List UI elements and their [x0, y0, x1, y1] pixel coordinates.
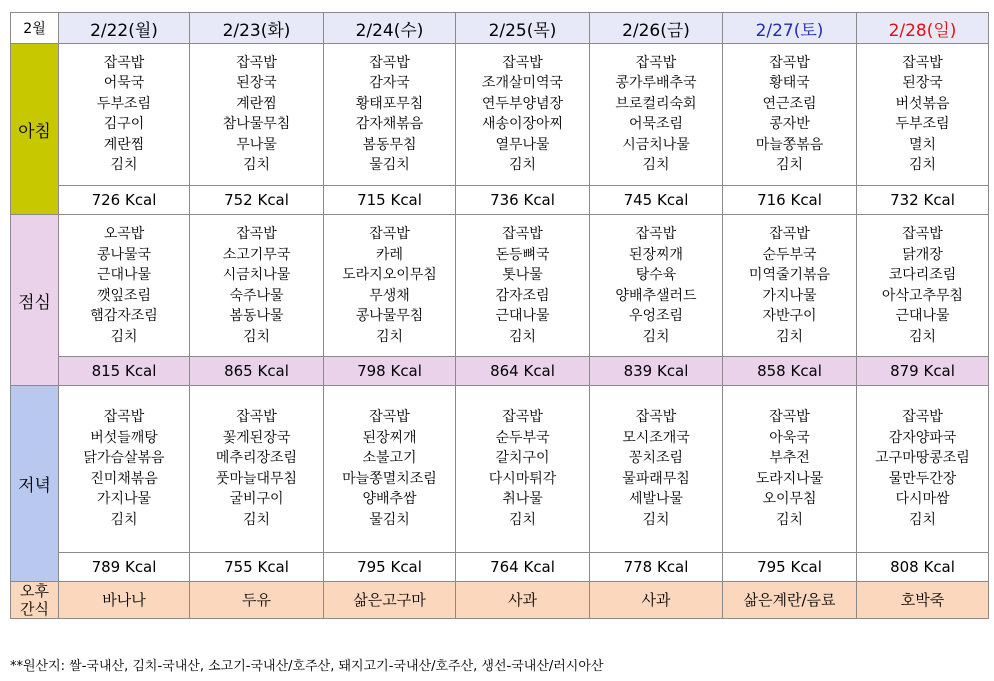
breakfast-kcal-cell: 736 Kcal: [456, 185, 590, 214]
day-header: 2/24(수): [324, 13, 456, 44]
menu-item: 김치: [775, 328, 804, 345]
breakfast-label: 아침: [11, 44, 59, 215]
snack-cell: 삶은고구마: [324, 581, 456, 618]
breakfast-menu-cell: [59, 44, 190, 186]
menu-item: 무나물: [236, 136, 277, 153]
menu-item: 근대나물: [495, 308, 550, 325]
menu-item: 가지나물: [96, 491, 152, 508]
menu-item: 잡곡밥: [635, 226, 677, 243]
menu-item: 닭가슴살볶음: [83, 450, 165, 467]
origin-note: **원산지: 쌀-국내산, 김치-국내산, 소고기-국내산/호주산, 돼지고기-국내산/호주산, 생선-국내산/러시아산: [10, 659, 604, 674]
menu-item: 잡곡밥: [369, 54, 410, 71]
menu-item: 시금치나물: [622, 136, 690, 153]
dinner-label: 저녁: [11, 386, 59, 581]
menu-item: 미역줄기볶음: [748, 267, 831, 284]
menu-item: 감자양파국: [888, 429, 957, 446]
lunch-menu-cell: [590, 215, 723, 357]
menu-item: 물만두간장: [888, 470, 957, 487]
menu-item: 톳나물: [502, 267, 543, 284]
menu-item: 어묵조림: [628, 116, 684, 133]
snack-cell: 두유: [190, 581, 324, 618]
menu-item: 근대나물: [895, 308, 950, 325]
menu-item: 계란찜: [103, 136, 145, 153]
dinner-menu-cell: [324, 386, 456, 552]
menu-item: 카레: [375, 246, 404, 263]
menu-item: 잡곡밥: [369, 226, 410, 243]
day-header: 2/27(토): [723, 13, 857, 44]
menu-item: 김치: [242, 511, 271, 528]
dinner-menu-cell: [456, 386, 590, 552]
menu-item: 탕수육: [635, 267, 677, 284]
lunch-kcal-cell: 864 Kcal: [456, 357, 590, 386]
menu-item: 조개살미역국: [481, 75, 564, 92]
menu-item: 감자국: [369, 75, 410, 92]
menu-item: 잡곡밥: [236, 226, 277, 243]
dinner-menu-row: [11, 386, 989, 552]
menu-item: 우엉조림: [628, 308, 684, 325]
menu-item: 깻잎조림: [96, 287, 152, 304]
menu-item: 잡곡밥: [502, 226, 543, 243]
breakfast-kcal-cell: 745 Kcal: [590, 185, 723, 214]
snack-cell: 사과: [590, 581, 723, 618]
menu-item: 두부조림: [96, 95, 152, 112]
menu-item: 순두부국: [495, 429, 550, 446]
breakfast-kcal-row: [11, 185, 989, 214]
menu-item: 된장국: [236, 75, 277, 92]
header-row: [11, 13, 989, 44]
day-header: 2/23(화): [190, 13, 324, 44]
menu-item: 다시마튀각: [488, 470, 557, 487]
breakfast-kcal-cell: 732 Kcal: [857, 185, 989, 214]
lunch-menu-cell: [723, 215, 857, 357]
menu-item: 햄감자조림: [90, 308, 158, 325]
menu-item: 열무나물: [495, 136, 550, 153]
menu-item: 코다리조림: [888, 267, 957, 284]
menu-item: 돈등뼈국: [495, 246, 550, 263]
menu-item: 부추전: [769, 450, 810, 467]
menu-item: 잡곡밥: [369, 409, 410, 426]
menu-item: 꽁치조림: [628, 450, 684, 467]
menu-item: 연두부양념장: [481, 95, 564, 112]
menu-item: 두부조림: [895, 116, 950, 133]
lunch-menu-cell: [324, 215, 456, 357]
menu-item: 김치: [642, 157, 670, 174]
menu-item: 숙주나물: [229, 287, 284, 304]
breakfast-menu-cell: [456, 44, 590, 186]
menu-item: 도라지오이무침: [342, 267, 437, 284]
dinner-kcal-cell: 795 Kcal: [723, 552, 857, 581]
menu-item: 잡곡밥: [502, 54, 543, 71]
menu-item: 잡곡밥: [902, 226, 943, 243]
dinner-menu-cell: [723, 386, 857, 552]
menu-item: 잡곡밥: [236, 54, 277, 71]
menu-item: 소불고기: [362, 450, 417, 467]
menu-item: 된장국: [902, 75, 943, 92]
menu-item: 잡곡밥: [769, 54, 810, 71]
menu-item: 김치: [775, 511, 804, 528]
menu-item: 잡곡밥: [902, 409, 943, 426]
menu-item: 잡곡밥: [103, 54, 145, 71]
menu-item: 김치: [110, 328, 138, 345]
menu-item: 순두부국: [762, 246, 817, 263]
menu-item: 자반구이: [762, 308, 817, 325]
lunch-kcal-cell: 865 Kcal: [190, 357, 324, 386]
dinner-kcal-cell: 795 Kcal: [324, 552, 456, 581]
month-label: 2월: [11, 13, 59, 44]
menu-item: 연근조림: [762, 95, 817, 112]
menu-item: 잡곡밥: [769, 409, 810, 426]
dinner-kcal-row: [11, 552, 989, 581]
menu-item: 봄동나물: [229, 308, 284, 325]
menu-item: 물파래무침: [622, 470, 690, 487]
lunch-menu-cell: [59, 215, 190, 357]
menu-item: 꽃게된장국: [222, 429, 291, 446]
menu-item: 버섯들깨탕: [90, 429, 158, 446]
menu-item: 브로컬리숙회: [615, 95, 697, 112]
snack-cell: 삶은계란/음료: [723, 581, 857, 618]
lunch-menu-cell: [857, 215, 989, 357]
menu-item: 김치: [242, 328, 271, 345]
menu-item: 감자채볶음: [355, 116, 424, 133]
menu-item: 김치: [110, 157, 138, 174]
menu-item: 물김치: [369, 157, 410, 174]
dinner-kcal-cell: 789 Kcal: [59, 552, 190, 581]
menu-item: 무생채: [369, 287, 410, 304]
menu-item: 세발나물: [628, 491, 684, 508]
lunch-kcal-cell: 798 Kcal: [324, 357, 456, 386]
menu-item: 계란찜: [236, 95, 277, 112]
menu-item: 참나물무침: [222, 116, 291, 133]
menu-item: 김치: [242, 157, 271, 174]
menu-item: 오이무침: [762, 491, 817, 508]
lunch-kcal-cell: 815 Kcal: [59, 357, 190, 386]
menu-item: 취나물: [502, 491, 543, 508]
menu-item: 마늘쫑멸치조림: [342, 470, 437, 487]
menu-item: 굴비구이: [229, 491, 284, 508]
menu-item: 김치: [508, 328, 537, 345]
menu-item: 양배추쌈: [362, 491, 417, 508]
menu-item: 황태국: [769, 75, 810, 92]
breakfast-kcal-cell: 715 Kcal: [324, 185, 456, 214]
menu-item: 김치: [642, 328, 670, 345]
dinner-menu-cell: [857, 386, 989, 552]
menu-item: 콩나물국: [96, 246, 152, 263]
menu-item: 모시조개국: [622, 429, 690, 446]
snack-label: [11, 581, 59, 618]
menu-item: 새송이장아찌: [481, 116, 564, 133]
menu-item: 김치: [908, 511, 937, 528]
dinner-menu-cell: [590, 386, 723, 552]
menu-item: 잡곡밥: [769, 226, 810, 243]
menu-item: 콩자반: [769, 116, 810, 133]
lunch-label: 점심: [11, 215, 59, 386]
lunch-kcal-row: [11, 357, 989, 386]
menu-item: 잡곡밥: [502, 409, 543, 426]
menu-item: 마늘쫑볶음: [755, 136, 824, 153]
lunch-kcal-cell: 858 Kcal: [723, 357, 857, 386]
menu-item: 봄동무침: [362, 136, 417, 153]
menu-item: 가지나물: [762, 287, 817, 304]
menu-item: 잡곡밥: [635, 54, 677, 71]
weekly-meal-table: [10, 12, 989, 619]
snack-row: [11, 581, 989, 618]
menu-item: 콩나물무침: [355, 308, 424, 325]
dinner-kcal-cell: 755 Kcal: [190, 552, 324, 581]
lunch-kcal-cell: 879 Kcal: [857, 357, 989, 386]
menu-item: 김치: [508, 511, 537, 528]
breakfast-menu-cell: [857, 44, 989, 186]
breakfast-menu-cell: [190, 44, 324, 186]
menu-item: 어묵국: [103, 75, 145, 92]
menu-item: 김치: [775, 157, 804, 174]
breakfast-menu-cell: [590, 44, 723, 186]
menu-item: 오곡밥: [103, 226, 145, 243]
menu-item: 아삭고추무침: [881, 287, 964, 304]
menu-item: 된장찌개: [628, 246, 684, 263]
breakfast-kcal-cell: 726 Kcal: [59, 185, 190, 214]
lunch-kcal-cell: 839 Kcal: [590, 357, 723, 386]
menu-item: 진미채볶음: [90, 470, 158, 487]
menu-item: 황태포무침: [355, 95, 424, 112]
lunch-menu-cell: [456, 215, 590, 357]
menu-item: 잡곡밥: [902, 54, 943, 71]
snack-cell: 사과: [456, 581, 590, 618]
lunch-menu-cell: [190, 215, 324, 357]
menu-item: 된장찌개: [362, 429, 417, 446]
dinner-kcal-cell: 778 Kcal: [590, 552, 723, 581]
menu-item: 김치: [375, 328, 404, 345]
menu-item: 시금치나물: [222, 267, 291, 284]
menu-item: 양배추샐러드: [615, 287, 697, 304]
menu-item: 김치: [908, 328, 937, 345]
menu-item: 닭개장: [902, 246, 943, 263]
menu-item: 갈치구이: [495, 450, 550, 467]
breakfast-kcal-cell: 716 Kcal: [723, 185, 857, 214]
day-header: 2/26(금): [590, 13, 723, 44]
snack-cell: 바나나: [59, 581, 190, 618]
menu-item: 김치: [508, 157, 537, 174]
menu-item: 멸치: [908, 136, 937, 153]
dinner-menu-cell: [59, 386, 190, 552]
menu-item: 김치: [642, 511, 670, 528]
menu-item: 물김치: [369, 511, 410, 528]
menu-item: 잡곡밥: [635, 409, 677, 426]
snack-label-line2: 간식: [20, 599, 49, 618]
menu-item: 고구마땅콩조림: [875, 450, 970, 467]
dinner-kcal-cell: 808 Kcal: [857, 552, 989, 581]
lunch-menu-row: [11, 215, 989, 357]
dinner-kcal-cell: 764 Kcal: [456, 552, 590, 581]
menu-item: 콩가루배추국: [615, 75, 697, 92]
breakfast-kcal-cell: 752 Kcal: [190, 185, 324, 214]
menu-item: 잡곡밥: [103, 409, 145, 426]
menu-item: 버섯볶음: [895, 95, 950, 112]
dinner-menu-cell: [190, 386, 324, 552]
menu-item: 다시마쌈: [895, 491, 950, 508]
menu-item: 김구이: [103, 116, 145, 133]
day-header: 2/28(일): [857, 13, 989, 44]
menu-item: 도라지나물: [755, 470, 824, 487]
menu-item: 김치: [908, 157, 937, 174]
menu-item: 아욱국: [769, 429, 810, 446]
breakfast-menu-cell: [324, 44, 456, 186]
snack-cell: 호박죽: [857, 581, 989, 618]
menu-item: 감자조림: [495, 287, 550, 304]
breakfast-menu-row: [11, 44, 989, 186]
menu-item: 소고기무국: [222, 246, 291, 263]
day-header: 2/22(월): [59, 13, 190, 44]
breakfast-menu-cell: [723, 44, 857, 186]
menu-item: 풋마늘대무침: [215, 470, 298, 487]
snack-label-line1: 오후: [20, 581, 49, 600]
day-header: 2/25(목): [456, 13, 590, 44]
menu-item: 잡곡밥: [236, 409, 277, 426]
menu-item: 메추리장조림: [215, 450, 298, 467]
menu-item: 근대나물: [96, 267, 152, 284]
menu-item: 김치: [110, 511, 138, 528]
